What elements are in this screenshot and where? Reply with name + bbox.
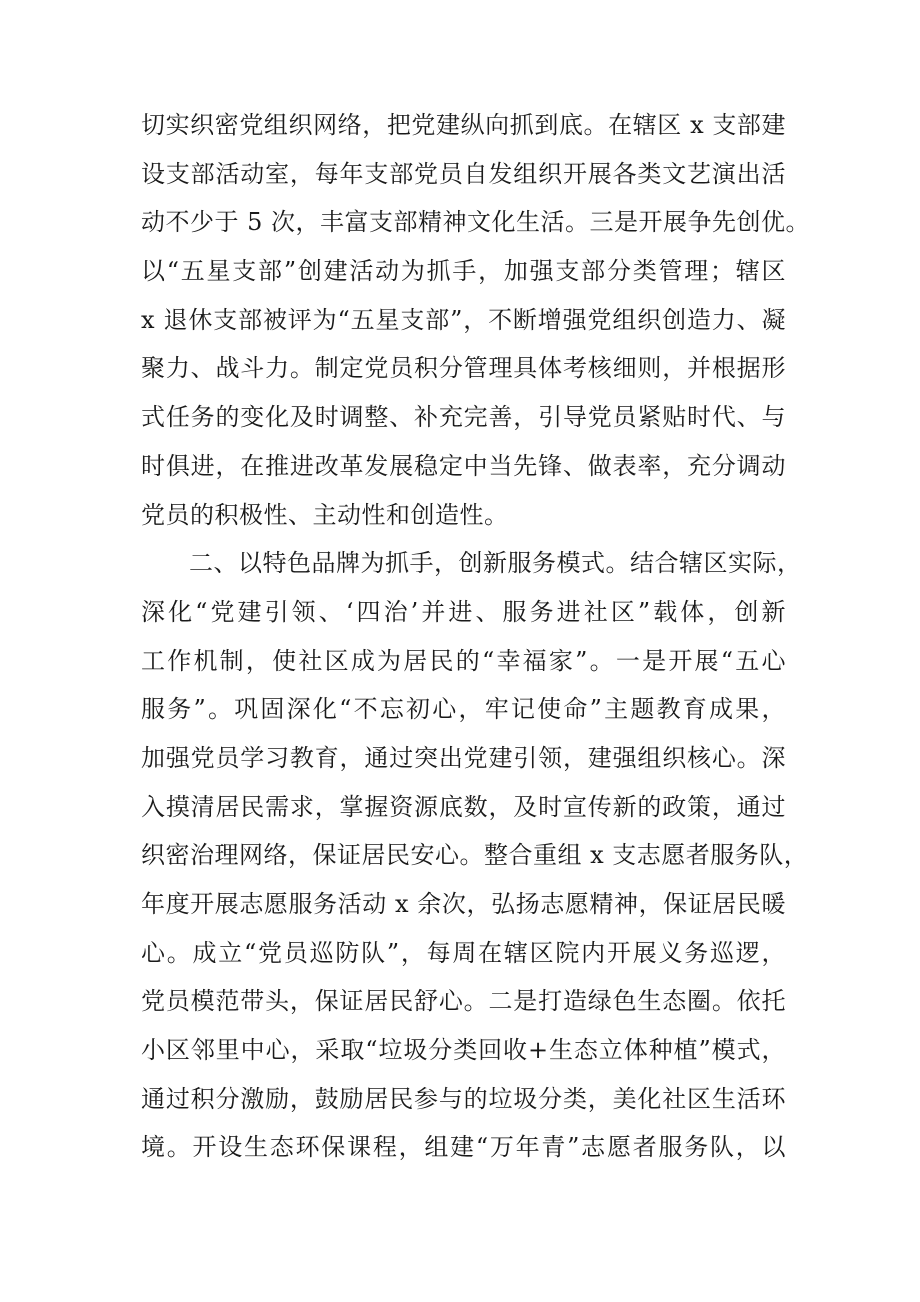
- text-line-20: 小区邻里中心，采取“垃圾分类回收+生态立体种植”模式，: [141, 1036, 786, 1065]
- text-line-4: 以“五星支部”创建活动为抓手，加强支部分类管理；辖区: [141, 257, 786, 286]
- text-line-21: 通过积分激励，鼓励居民参与的垃圾分类，美化社区生活环: [141, 1084, 786, 1113]
- text-line-13: 服务”。巩固深化“不忘初心，牢记使命”主题教育成果，: [141, 695, 786, 724]
- text-line-5: x 退休支部被评为“五星支部”，不断增强党组织创造力、凝: [141, 305, 786, 334]
- text-line-1: 切实织密党组织网络，把党建纵向抓到底。在辖区 x 支部建: [141, 111, 786, 139]
- text-line-15: 入摸清居民需求，掌握资源底数，及时宣传新的政策，通过: [141, 792, 786, 821]
- text-line-22: 境。开设生态环保课程，组建“万年青”志愿者服务队，以: [141, 1133, 786, 1162]
- paragraph-heading-line: 二、以特色品牌为抓手，创新服务模式。结合辖区实际，: [189, 549, 802, 578]
- text-line-3: 动不少于 5 次，丰富支部精神文化生活。三是开展争先创优。: [141, 208, 811, 237]
- text-line-7: 式任务的变化及时调整、补充完善，引导党员紧贴时代、与: [141, 403, 786, 432]
- text-line-6: 聚力、战斗力。制定党员积分管理具体考核细则，并根据形: [141, 354, 786, 383]
- text-line-8: 时俱进，在推进改革发展稳定中当先锋、做表率，充分调动: [141, 451, 786, 480]
- text-line-19: 党员模范带头，保证居民舒心。二是打造绿色生态圈。依托: [141, 987, 786, 1016]
- document-body: [141, 101, 811, 1172]
- text-line-9: 党员的积极性、主动性和创造性。: [141, 500, 509, 529]
- text-line-18: 心。成立“党员巡防队”，每周在辖区院内开展义务巡逻，: [141, 938, 786, 967]
- text-line-16: 织密治理网络，保证居民安心。整合重组 x 支志愿者服务队，: [141, 841, 809, 870]
- text-line-2: 设支部活动室，每年支部党员自发组织开展各类文艺演出活: [141, 159, 786, 188]
- text-line-14: 加强党员学习教育，通过突出党建引领，建强组织核心。深: [141, 743, 786, 772]
- text-line-17: 年度开展志愿服务活动 x 余次，弘扬志愿精神，保证居民暖: [141, 890, 786, 918]
- text-line-11: 深化“党建引领、‘四治’并进、服务进社区”载体，创新: [141, 597, 786, 626]
- text-line-12: 工作机制，使社区成为居民的“幸福家”。一是开展“五心: [141, 646, 786, 675]
